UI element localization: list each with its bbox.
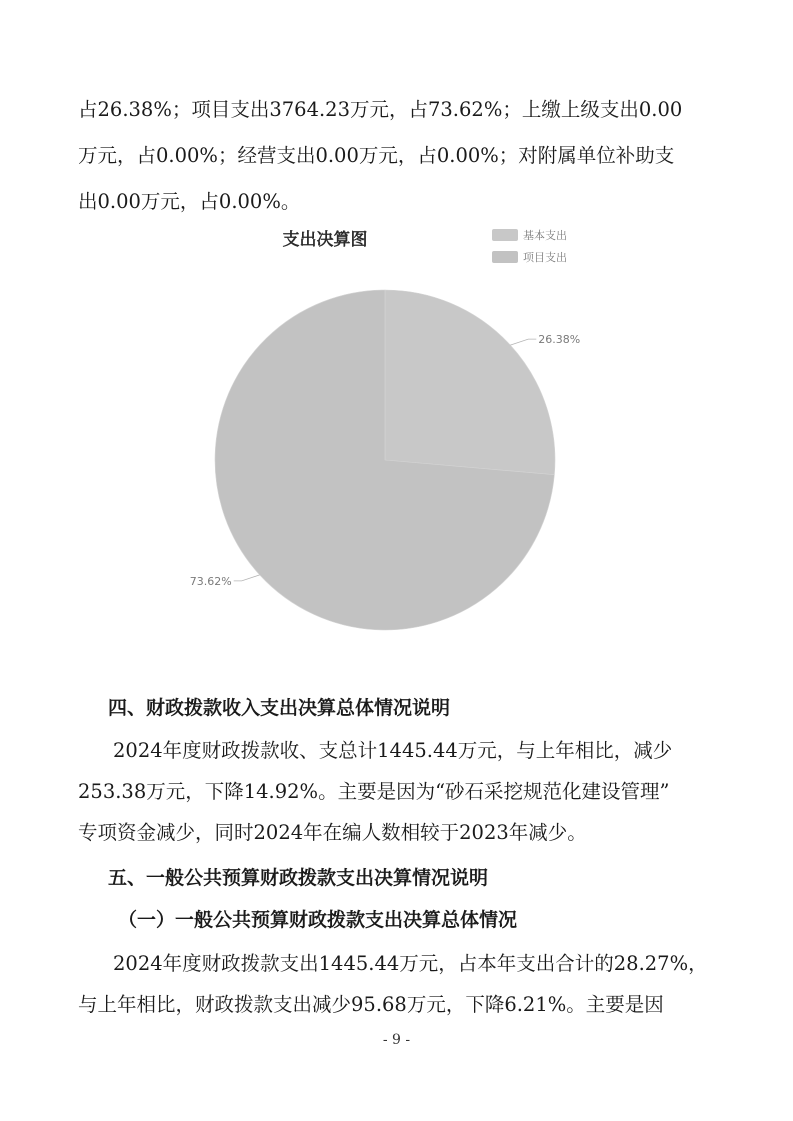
body-line: 出0.00万元，占0.00%。 — [78, 190, 301, 213]
data-label-basic: 26.38% — [538, 333, 581, 347]
legend-swatch-basic — [492, 229, 518, 241]
section4-heading: 四、财政拨款收入支出决算总体情况说明 — [108, 697, 451, 719]
pie-slice-basic — [385, 290, 555, 475]
section4-paragraph-line: 专项资金减少，同时2024年在编人数相较于2023年减少。 — [78, 821, 587, 844]
page-number: - 9 - — [382, 1032, 411, 1048]
expenditure-pie-chart — [180, 215, 620, 645]
body-line: 万元，占0.00%；经营支出0.00万元，占0.00%；对附属单位补助支 — [78, 144, 675, 167]
section4-paragraph-line: 2024年度财政拨款收、支总计1445.44万元，与上年相比，减少 — [113, 739, 673, 762]
section4-paragraph-line: 253.38万元，下降14.92%。主要是因为“砂石采挖规范化建设管理” — [78, 780, 670, 803]
data-label-leader — [234, 575, 260, 581]
legend-label-project: 项目支出 — [523, 251, 567, 264]
section5-heading: 五、一般公共预算财政拨款支出决算情况说明 — [108, 867, 489, 889]
legend-swatch-project — [492, 251, 518, 263]
pie-chart-svg — [180, 215, 620, 645]
section5-sub1-heading: （一）一般公共预算财政拨款支出决算总体情况 — [118, 909, 518, 931]
data-label-leader — [510, 339, 536, 345]
section5-paragraph-line: 2024年度财政拨款支出1445.44万元，占本年支出合计的28.27%， — [113, 952, 708, 975]
body-line: 占26.38%；项目支出3764.23万元，占73.62%；上缴上级支出0.00 — [78, 98, 683, 121]
data-label-project: 73.62% — [189, 574, 232, 588]
section5-paragraph-line: 与上年相比，财政拨款支出减少95.68万元，下降6.21%。主要是因 — [78, 993, 664, 1016]
legend-label-basic: 基本支出 — [523, 229, 567, 242]
chart-title: 支出决算图 — [282, 230, 368, 250]
